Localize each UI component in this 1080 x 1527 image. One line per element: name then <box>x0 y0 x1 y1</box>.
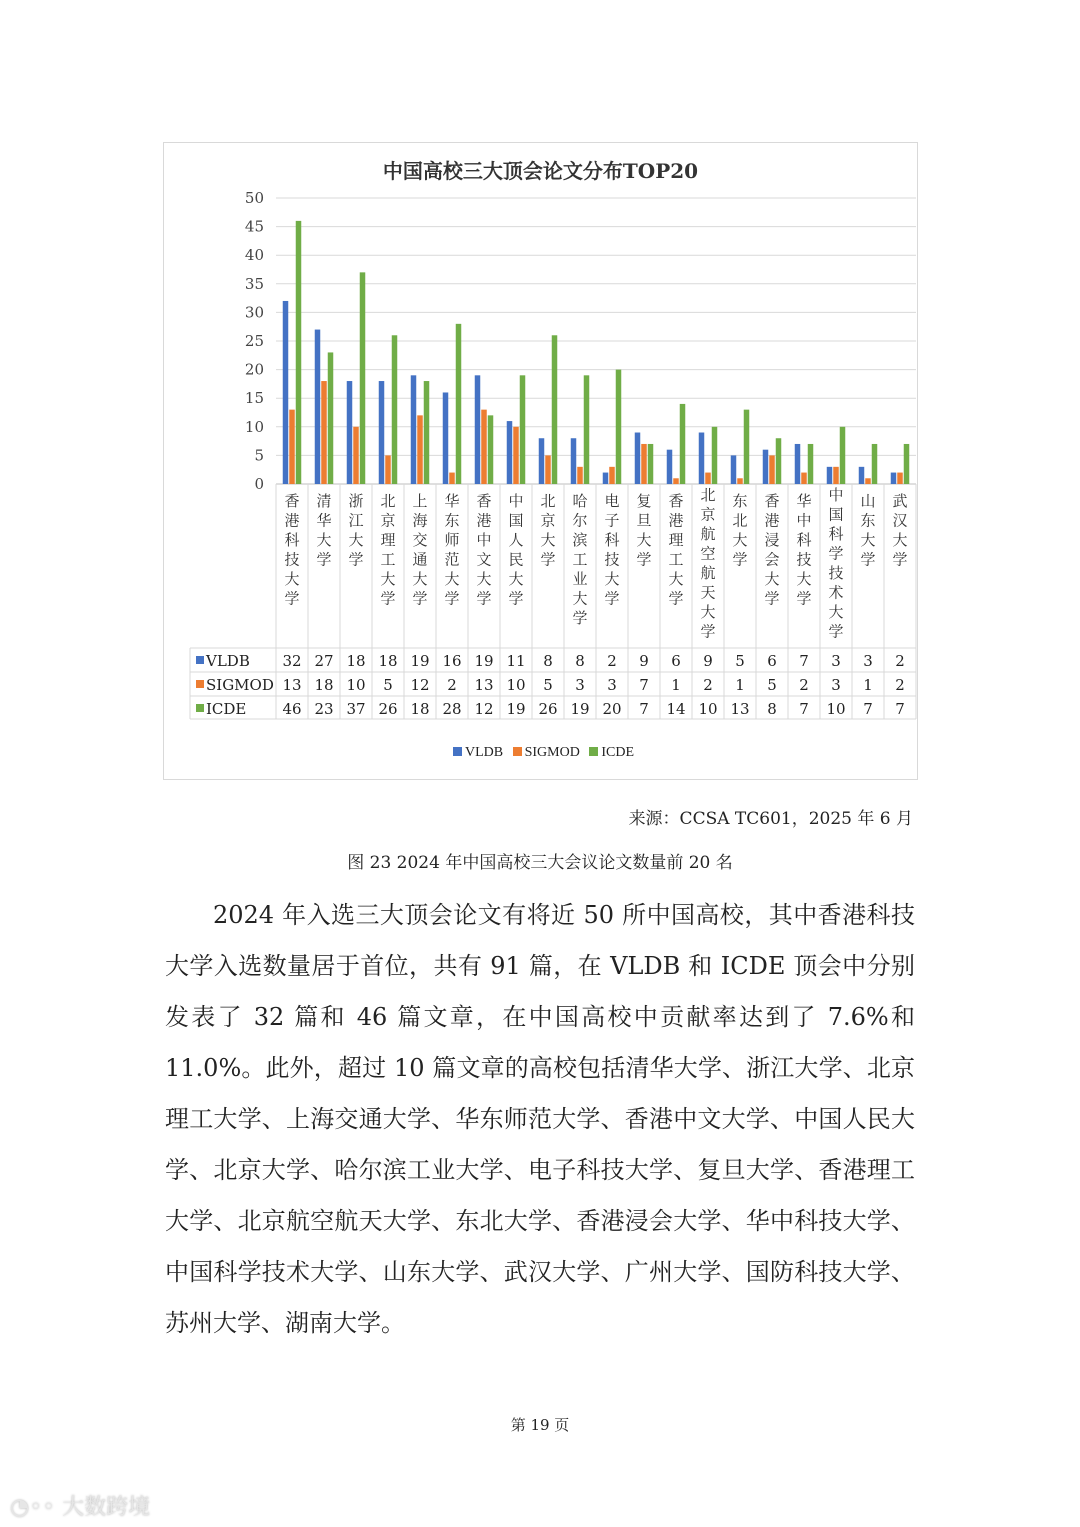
table-value: 7 <box>639 676 649 694</box>
table-swatch <box>196 656 204 664</box>
bar-vldb <box>379 381 385 484</box>
x-category-label: 北京理工大学 <box>380 492 396 608</box>
table-value: 7 <box>799 700 809 718</box>
bar-vldb <box>667 450 673 484</box>
legend-swatch-icde <box>589 747 598 756</box>
table-value: 9 <box>639 652 649 670</box>
bar-vldb <box>859 467 865 484</box>
body-paragraph: 2024 年入选三大顶会论文有将近 50 所中国高校，其中香港科技大学入选数量居于首位，共有 91 篇，在 VLDB 和 ICDE 顶会中分别发表了 32 篇和 46 篇文章，在中国高校中贡献率达到了 7.6%和 11.0%。此外，超过 10 篇文章的高校包括清华大学、浙江大学、北京理工大学、上海交通大学、华东师范大学、香港中文大学、中国人民大学、北京大学、哈尔滨工业大学、电子科技大学、复旦大学、香港理工大学、北京航空航天大学、东北大学、香港浸会大学、华中科技大学、中国科学技术大学、山东大学、武汉大学、广州大学、国防科技大学、苏州大学、湖南大学。 <box>165 901 915 1337</box>
bar-vldb <box>347 381 353 484</box>
table-value: 2 <box>703 676 713 694</box>
bar-sigmod <box>417 415 423 484</box>
table-value: 7 <box>799 652 809 670</box>
bar-icde <box>872 444 878 484</box>
table-value: 27 <box>314 652 334 670</box>
watermark-logo: ◔◦◦ 大数跨境 <box>10 1495 151 1520</box>
bar-sigmod <box>513 427 519 484</box>
table-value: 12 <box>410 676 430 694</box>
bar-sigmod <box>833 467 839 484</box>
table-value: 8 <box>575 652 585 670</box>
table-value: 1 <box>671 676 681 694</box>
y-tick-label: 0 <box>254 475 264 493</box>
bar-vldb <box>539 438 545 484</box>
table-value: 13 <box>474 676 494 694</box>
bar-icde <box>808 444 814 484</box>
bar-vldb <box>635 433 641 484</box>
table-value: 10 <box>346 676 366 694</box>
table-value: 10 <box>506 676 526 694</box>
bar-icde <box>584 375 590 484</box>
table-value: 46 <box>282 700 302 718</box>
table-series-label: VLDB <box>206 652 250 670</box>
table-value: 5 <box>543 676 553 694</box>
y-tick-label: 25 <box>244 332 264 350</box>
bar-icde <box>904 444 910 484</box>
bar-icde <box>616 370 622 484</box>
figure-caption: 图 23 2024 年中国高校三大会议论文数量前 20 名 <box>347 853 733 873</box>
bar-vldb <box>283 301 289 484</box>
table-value: 19 <box>506 700 526 718</box>
table-value: 7 <box>895 700 905 718</box>
bar-sigmod <box>321 381 327 484</box>
x-category-label: 山东大学 <box>860 492 876 569</box>
table-value: 18 <box>378 652 398 670</box>
bar-sigmod <box>545 455 551 484</box>
bar-icde <box>360 272 366 484</box>
x-category-label: 浙江大学 <box>348 492 364 569</box>
legend-label: ICDE <box>601 745 635 760</box>
table-value: 1 <box>735 676 745 694</box>
table-value: 5 <box>735 652 745 670</box>
table-value: 14 <box>666 700 686 718</box>
bar-icde <box>456 324 462 484</box>
table-value: 18 <box>410 700 430 718</box>
bar-icde <box>744 410 750 484</box>
bar-vldb <box>475 375 481 484</box>
table-series-label: SIGMOD <box>206 676 274 694</box>
legend-label: SIGMOD <box>524 745 580 760</box>
bar-vldb <box>507 421 513 484</box>
table-value: 3 <box>831 676 841 694</box>
bar-vldb <box>891 473 897 484</box>
table-value: 10 <box>826 700 846 718</box>
bar-vldb <box>699 433 705 484</box>
x-category-label: 清华大学 <box>316 492 332 569</box>
table-value: 8 <box>543 652 553 670</box>
y-tick-label: 35 <box>244 274 264 293</box>
table-value: 32 <box>282 652 302 670</box>
table-swatch <box>196 680 204 688</box>
x-category-label: 上海交通大学 <box>412 492 428 608</box>
bar-vldb <box>763 450 769 484</box>
table-value: 16 <box>442 652 462 670</box>
bar-icde <box>776 438 782 484</box>
x-category-label: 中国科学技术大学 <box>828 486 844 641</box>
table-value: 13 <box>730 700 750 718</box>
table-value: 3 <box>575 676 585 694</box>
page-number: 第 19 页 <box>510 1416 570 1434</box>
table-swatch <box>196 704 204 712</box>
table-value: 6 <box>671 652 681 670</box>
table-value: 2 <box>447 676 457 694</box>
x-category-label: 香港科技大学 <box>284 492 300 608</box>
bar-sigmod <box>385 455 391 484</box>
bar-sigmod <box>641 444 647 484</box>
table-value: 10 <box>698 700 718 718</box>
source-note: 来源：CCSA TC601，2025 年 6 月 <box>628 809 913 829</box>
bar-vldb <box>827 467 833 484</box>
y-tick-label: 15 <box>244 389 264 408</box>
bar-vldb <box>603 473 609 484</box>
x-category-label: 华东师范大学 <box>444 492 460 608</box>
x-category-label: 香港浸会大学 <box>764 492 780 608</box>
x-category-label: 华中科技大学 <box>796 492 812 608</box>
table-value: 3 <box>831 652 841 670</box>
x-category-label: 武汉大学 <box>892 492 908 569</box>
table-value: 12 <box>474 700 494 718</box>
table-value: 26 <box>378 700 398 718</box>
bar-sigmod <box>609 467 615 484</box>
x-category-label: 哈尔滨工业大学 <box>572 492 588 627</box>
table-value: 1 <box>863 676 873 694</box>
bar-sigmod <box>801 473 807 484</box>
bar-vldb <box>795 444 801 484</box>
table-value: 7 <box>863 700 873 718</box>
table-value: 18 <box>314 676 334 694</box>
y-tick-label: 20 <box>244 360 264 379</box>
legend-swatch-sigmod <box>513 747 522 756</box>
bar-icde <box>712 427 718 484</box>
table-value: 5 <box>767 676 777 694</box>
chart <box>163 142 918 780</box>
table-value: 18 <box>346 652 366 670</box>
table-value: 6 <box>767 652 777 670</box>
x-category-label: 中国人民大学 <box>508 492 524 608</box>
bar-sigmod <box>705 473 711 484</box>
bar-icde <box>424 381 430 484</box>
table-value: 19 <box>410 652 430 670</box>
bar-sigmod <box>673 478 679 484</box>
y-tick-label: 50 <box>244 189 264 207</box>
bar-icde <box>328 352 334 484</box>
table-value: 9 <box>703 652 713 670</box>
table-value: 3 <box>863 652 873 670</box>
bar-sigmod <box>865 478 871 484</box>
table-value: 19 <box>474 652 494 670</box>
bar-sigmod <box>769 455 775 484</box>
table-value: 3 <box>607 676 617 694</box>
x-category-label: 北京航空航天大学 <box>700 486 716 641</box>
bar-sigmod <box>481 410 487 484</box>
x-category-label: 香港中文大学 <box>476 492 492 608</box>
bar-icde <box>552 335 558 484</box>
legend-label: VLDB <box>464 745 504 760</box>
table-value: 11 <box>506 652 526 670</box>
table-value: 26 <box>538 700 558 718</box>
chart-title: 中国高校三大顶会论文分布TOP20 <box>382 159 699 183</box>
x-category-label: 复旦大学 <box>636 492 652 569</box>
x-category-label: 东北大学 <box>732 492 748 569</box>
chart-legend <box>164 745 917 761</box>
table-value: 19 <box>570 700 590 718</box>
bar-icde <box>648 444 654 484</box>
table-value: 5 <box>383 676 393 694</box>
y-tick-label: 40 <box>244 246 264 265</box>
bar-vldb <box>315 330 321 484</box>
bar-sigmod <box>737 478 743 484</box>
bar-sigmod <box>897 473 903 484</box>
table-value: 2 <box>607 652 617 670</box>
table-value: 37 <box>346 700 366 718</box>
bar-icde <box>392 335 398 484</box>
table-value: 23 <box>314 700 334 718</box>
bar-sigmod <box>577 467 583 484</box>
bar-vldb <box>731 455 737 484</box>
bar-icde <box>520 375 526 484</box>
y-tick-label: 5 <box>254 446 264 465</box>
bar-icde <box>840 427 846 484</box>
table-value: 2 <box>895 652 905 670</box>
x-category-label: 北京大学 <box>540 492 556 569</box>
table-series-label: ICDE <box>206 700 247 718</box>
bar-icde <box>488 415 494 484</box>
bar-vldb <box>571 438 577 484</box>
x-category-label: 电子科技大学 <box>604 492 620 608</box>
table-value: 20 <box>602 700 622 718</box>
x-category-label: 香港理工大学 <box>668 492 684 608</box>
chart-svg <box>164 143 919 781</box>
table-value: 2 <box>895 676 905 694</box>
y-tick-label: 45 <box>244 217 264 236</box>
y-tick-label: 30 <box>244 303 264 322</box>
table-value: 13 <box>282 676 302 694</box>
bar-sigmod <box>289 410 295 484</box>
table-value: 2 <box>799 676 809 694</box>
bar-sigmod <box>449 473 455 484</box>
bar-vldb <box>443 392 449 484</box>
table-value: 28 <box>442 700 462 718</box>
legend-swatch-vldb <box>453 747 462 756</box>
bar-sigmod <box>353 427 359 484</box>
y-tick-label: 10 <box>244 417 264 436</box>
bar-icde <box>680 404 686 484</box>
table-value: 8 <box>767 700 777 718</box>
table-value: 7 <box>639 700 649 718</box>
bar-vldb <box>411 375 417 484</box>
bar-icde <box>296 221 302 484</box>
